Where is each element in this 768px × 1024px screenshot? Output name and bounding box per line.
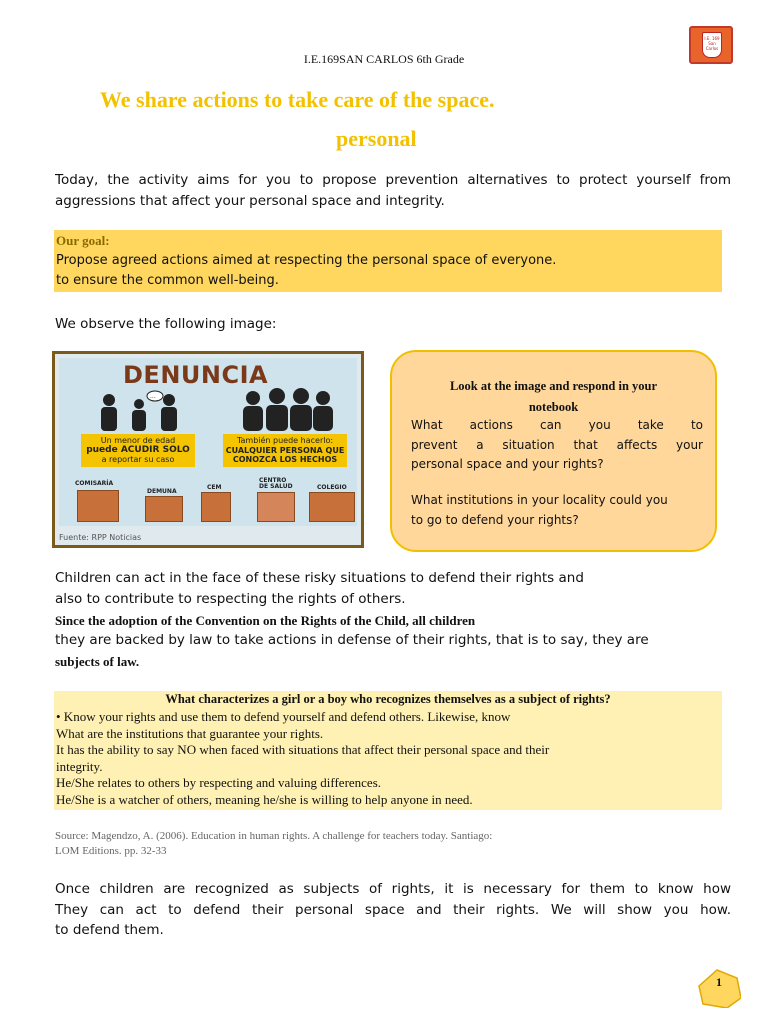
goal-line-2: to ensure the common well-being.: [56, 273, 279, 288]
callout-title-line-2: notebook: [528, 400, 579, 414]
svg-text:...: ...: [150, 393, 156, 400]
rights-line: He/She relates to others by respecting and valuing differences.: [56, 775, 382, 790]
building-label-cem: CEM: [207, 484, 222, 491]
anyone-label-line-3: CONOZCA LOS HECHOS: [232, 455, 338, 464]
school-building-icon: [309, 492, 355, 522]
page-number: 1: [716, 975, 722, 989]
anyone-report-label: [223, 434, 347, 467]
demuna-building-icon: [145, 496, 183, 522]
closing-line-1: Once children are recognized as subjects of rights, it is necessary for them to know how: [55, 881, 731, 897]
question-callout: [390, 350, 717, 552]
rights-line: integrity.: [56, 758, 103, 774]
anyone-label-line-1: También puede hacerlo:: [236, 436, 334, 445]
goal-line-1: Propose agreed actions aimed at respecting the personal space of everyone.: [56, 253, 557, 268]
citation-line-1: Source: Magendzo, A. (2006). Education in human rights. A challenge for teachers today. Santiago:: [55, 830, 493, 842]
q1-line-2: prevent a situation that affects your: [411, 437, 703, 452]
closing-line-2: They can act to defend their personal space and their rights. We will show you how.: [55, 902, 731, 918]
school-logo: [689, 26, 733, 64]
page-title: We share actions to take care of the space.: [100, 87, 495, 112]
closing-line-3: to defend them.: [55, 922, 164, 938]
building-label-demuna: DEMUNA: [147, 488, 177, 495]
rights-line: • Know your rights and use them to defend yourself and defend others. Likewise, know: [56, 709, 511, 724]
q1-line-1: What actions can you take to: [411, 418, 703, 432]
cem-building-icon: [201, 492, 231, 522]
callout-title: [392, 376, 715, 418]
rights-characteristics-box: [54, 691, 722, 810]
logo-text: I.E. 169 San Carlos: [704, 36, 720, 51]
callout-title-line-1: Look at the image and respond in your: [449, 379, 658, 393]
q2-line-1: What institutions in your locality could you: [411, 493, 668, 507]
body-bold-line: Since the adoption of the Convention on the Rights of the Child, all children: [55, 613, 476, 628]
infographic-heading: DENUNCIA: [123, 361, 269, 389]
minor-report-label: [81, 434, 195, 467]
minor-label-line-1: Un menor de edad: [100, 436, 176, 445]
minor-label-line-3: a reportar su caso: [101, 455, 175, 464]
callout-question-2: [411, 491, 703, 530]
rights-line: He/She is a watcher of others, meaning he/she is willing to help anyone in need.: [56, 791, 473, 807]
page-title-continued: personal: [336, 126, 417, 151]
health-center-icon: [257, 492, 295, 522]
goal-box: [54, 230, 722, 292]
child-group-icon: [95, 390, 195, 432]
building-label-health: CENTRO DE SALUD: [259, 477, 293, 490]
body-bold-end: subjects of law.: [55, 654, 140, 669]
school-header: I.E.169SAN CARLOS 6th Grade: [303, 52, 465, 66]
anyone-label-line-2: CUALQUIER PERSONA QUE: [225, 445, 345, 455]
observe-instruction: We observe the following image:: [55, 316, 277, 332]
building-label-colegio: COLEGIO: [317, 484, 347, 491]
rights-box-title: What characterizes a girl or a boy who recognizes themselves as a subject of rights?: [165, 692, 611, 706]
intro-paragraph: Today, the activity aims for you to propose prevention alternatives to protect yourself from aggressions that affect your personal space and integrity.: [55, 172, 731, 209]
minor-label-line-2: puede ACUDIR SOLO: [86, 444, 190, 455]
adult-group-icon: [235, 388, 335, 432]
body-line-1: Children can act in the face of these risky situations to defend their rights and: [55, 570, 584, 586]
police-station-icon: [77, 490, 119, 522]
citation: [55, 829, 492, 859]
q1-line-3: personal space and your rights?: [411, 457, 604, 471]
rights-line: What are the institutions that guarantee your rights.: [56, 725, 324, 741]
building-label-comisaria: COMISARÍA: [75, 480, 114, 487]
infographic-canvas: [59, 358, 357, 526]
callout-question-1: [411, 416, 703, 475]
image-source-caption: Fuente: RPP Noticias: [59, 533, 142, 542]
body-line-2: also to contribute to respecting the rights of others.: [55, 591, 406, 607]
goal-label: Our goal:: [56, 233, 110, 248]
rights-line: It has the ability to say NO when faced with situations that affect their personal space and their: [56, 742, 550, 757]
citation-line-2: LOM Editions. pp. 32-33: [55, 845, 167, 857]
q2-line-2: to go to defend your rights?: [411, 512, 579, 527]
denuncia-infographic: [52, 351, 364, 548]
body-line-3: they are backed by law to take actions in defense of their rights, that is to say, they are: [55, 632, 649, 648]
